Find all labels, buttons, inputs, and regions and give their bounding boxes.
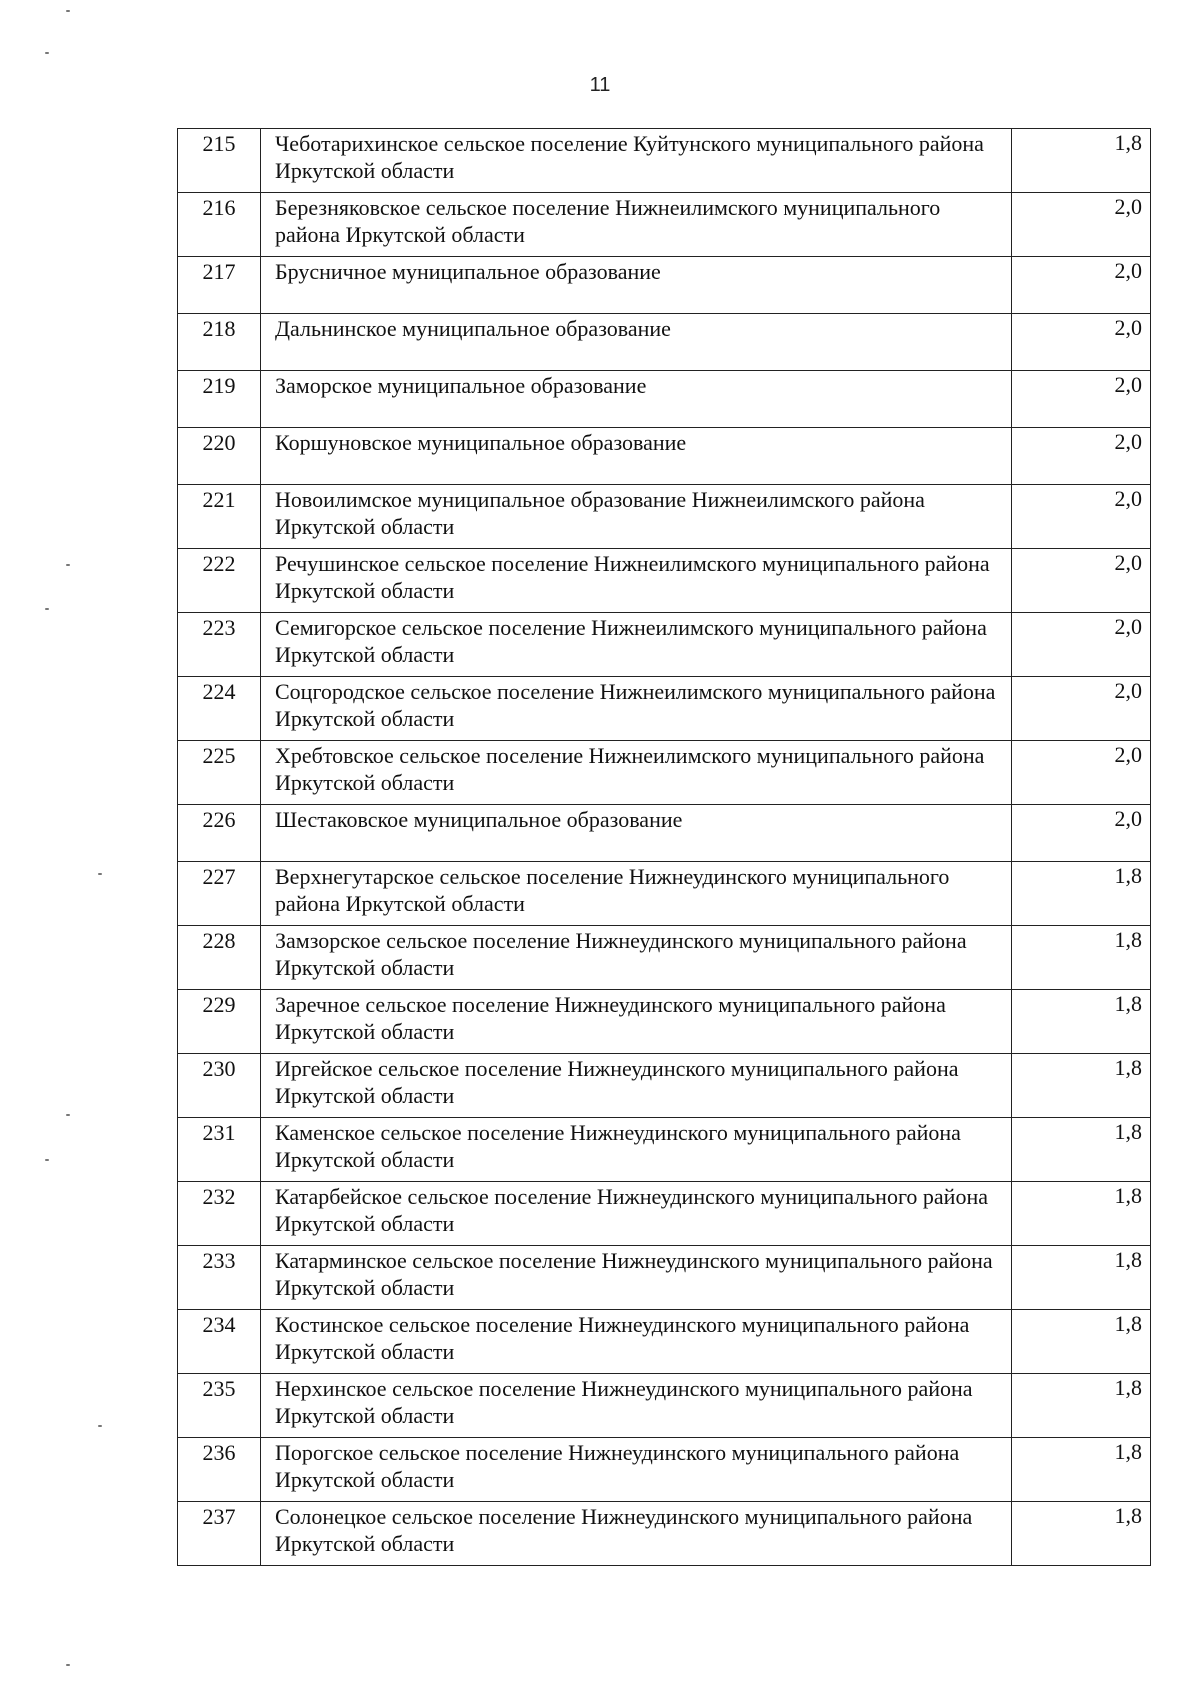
row-value: 2,0 <box>1012 428 1151 485</box>
row-value: 2,0 <box>1012 485 1151 549</box>
scan-speck <box>66 1664 70 1666</box>
row-number: 215 <box>178 129 261 193</box>
row-value: 1,8 <box>1012 1182 1151 1246</box>
row-value: 2,0 <box>1012 314 1151 371</box>
row-name: Речушинское сельское поселение Нижнеилимского муниципального района Иркутской области <box>261 549 1012 613</box>
row-value: 1,8 <box>1012 1054 1151 1118</box>
row-value: 1,8 <box>1012 1118 1151 1182</box>
row-number: 223 <box>178 613 261 677</box>
table-row <box>178 257 1151 314</box>
row-value: 1,8 <box>1012 1502 1151 1566</box>
row-name: Каменское сельское поселение Нижнеудинского муниципального района Иркутской области <box>261 1118 1012 1182</box>
table-row <box>178 371 1151 428</box>
row-name: Коршуновское муниципальное образование <box>261 428 1012 485</box>
table-row <box>178 129 1151 193</box>
row-value: 1,8 <box>1012 1310 1151 1374</box>
row-name: Нерхинское сельское поселение Нижнеудинского муниципального района Иркутской области <box>261 1374 1012 1438</box>
table-row <box>178 1118 1151 1182</box>
table-row <box>178 485 1151 549</box>
row-number: 232 <box>178 1182 261 1246</box>
row-number: 229 <box>178 990 261 1054</box>
row-name: Семигорское сельское поселение Нижнеилимского муниципального района Иркутской области <box>261 613 1012 677</box>
scan-speck <box>66 10 70 12</box>
row-name: Иргейское сельское поселение Нижнеудинского муниципального района Иркутской области <box>261 1054 1012 1118</box>
row-name: Порогское сельское поселение Нижнеудинского муниципального района Иркутской области <box>261 1438 1012 1502</box>
row-number: 222 <box>178 549 261 613</box>
page-number: 11 <box>589 74 611 96</box>
row-name: Брусничное муниципальное образование <box>261 257 1012 314</box>
row-value: 1,8 <box>1012 990 1151 1054</box>
row-value: 2,0 <box>1012 193 1151 257</box>
row-name: Костинское сельское поселение Нижнеудинского муниципального района Иркутской области <box>261 1310 1012 1374</box>
row-value: 1,8 <box>1012 926 1151 990</box>
row-number: 226 <box>178 805 261 862</box>
row-number: 236 <box>178 1438 261 1502</box>
scan-speck <box>45 1159 49 1161</box>
row-number: 227 <box>178 862 261 926</box>
table-row <box>178 1182 1151 1246</box>
row-name: Соцгородское сельское поселение Нижнеилимского муниципального района Иркутской области <box>261 677 1012 741</box>
row-name: Катарбейское сельское поселение Нижнеудинского муниципального района Иркутской области <box>261 1182 1012 1246</box>
scan-speck <box>45 52 49 54</box>
table-row <box>178 613 1151 677</box>
scan-speck <box>98 873 102 875</box>
row-value: 2,0 <box>1012 805 1151 862</box>
scan-speck <box>66 1114 70 1116</box>
row-name: Чеботарихинское сельское поселение Куйтунского муниципального района Иркутской области <box>261 129 1012 193</box>
table-row <box>178 1310 1151 1374</box>
table-row <box>178 1502 1151 1566</box>
row-number: 220 <box>178 428 261 485</box>
row-number: 219 <box>178 371 261 428</box>
row-number: 233 <box>178 1246 261 1310</box>
row-number: 218 <box>178 314 261 371</box>
table-row <box>178 193 1151 257</box>
row-name: Заречное сельское поселение Нижнеудинского муниципального района Иркутской области <box>261 990 1012 1054</box>
row-value: 2,0 <box>1012 371 1151 428</box>
table-row <box>178 549 1151 613</box>
row-name: Хребтовское сельское поселение Нижнеилимского муниципального района Иркутской области <box>261 741 1012 805</box>
row-number: 237 <box>178 1502 261 1566</box>
table-row <box>178 1374 1151 1438</box>
row-name: Дальнинское муниципальное образование <box>261 314 1012 371</box>
table-row <box>178 428 1151 485</box>
row-name: Березняковское сельское поселение Нижнеилимского муниципального района Иркутской области <box>261 193 1012 257</box>
scan-speck <box>98 1425 102 1427</box>
row-value: 2,0 <box>1012 257 1151 314</box>
table-row <box>178 314 1151 371</box>
row-value: 2,0 <box>1012 549 1151 613</box>
row-name: Новоилимское муниципальное образование Нижнеилимского района Иркутской области <box>261 485 1012 549</box>
table-row <box>178 1438 1151 1502</box>
row-value: 2,0 <box>1012 741 1151 805</box>
row-value: 1,8 <box>1012 862 1151 926</box>
row-name: Замзорское сельское поселение Нижнеудинского муниципального района Иркутской области <box>261 926 1012 990</box>
row-number: 234 <box>178 1310 261 1374</box>
table-row <box>178 741 1151 805</box>
row-value: 2,0 <box>1012 613 1151 677</box>
row-name: Солонецкое сельское поселение Нижнеудинского муниципального района Иркутской области <box>261 1502 1012 1566</box>
scan-speck <box>66 564 70 566</box>
row-name: Верхнегутарское сельское поселение Нижнеудинского муниципального района Иркутской области <box>261 862 1012 926</box>
row-number: 235 <box>178 1374 261 1438</box>
row-number: 231 <box>178 1118 261 1182</box>
row-name: Шестаковское муниципальное образование <box>261 805 1012 862</box>
table-row <box>178 926 1151 990</box>
row-name: Заморское муниципальное образование <box>261 371 1012 428</box>
municipality-table <box>177 128 1151 1566</box>
table-row <box>178 990 1151 1054</box>
row-name: Катарминское сельское поселение Нижнеудинского муниципального района Иркутской области <box>261 1246 1012 1310</box>
row-value: 1,8 <box>1012 1374 1151 1438</box>
row-value: 1,8 <box>1012 129 1151 193</box>
row-number: 216 <box>178 193 261 257</box>
table-row <box>178 862 1151 926</box>
row-number: 230 <box>178 1054 261 1118</box>
table-row <box>178 1246 1151 1310</box>
table-row <box>178 677 1151 741</box>
row-number: 217 <box>178 257 261 314</box>
row-number: 221 <box>178 485 261 549</box>
scan-speck <box>45 608 49 610</box>
table-row <box>178 805 1151 862</box>
row-value: 1,8 <box>1012 1246 1151 1310</box>
row-value: 1,8 <box>1012 1438 1151 1502</box>
row-number: 224 <box>178 677 261 741</box>
row-value: 2,0 <box>1012 677 1151 741</box>
row-number: 225 <box>178 741 261 805</box>
row-number: 228 <box>178 926 261 990</box>
table-row <box>178 1054 1151 1118</box>
